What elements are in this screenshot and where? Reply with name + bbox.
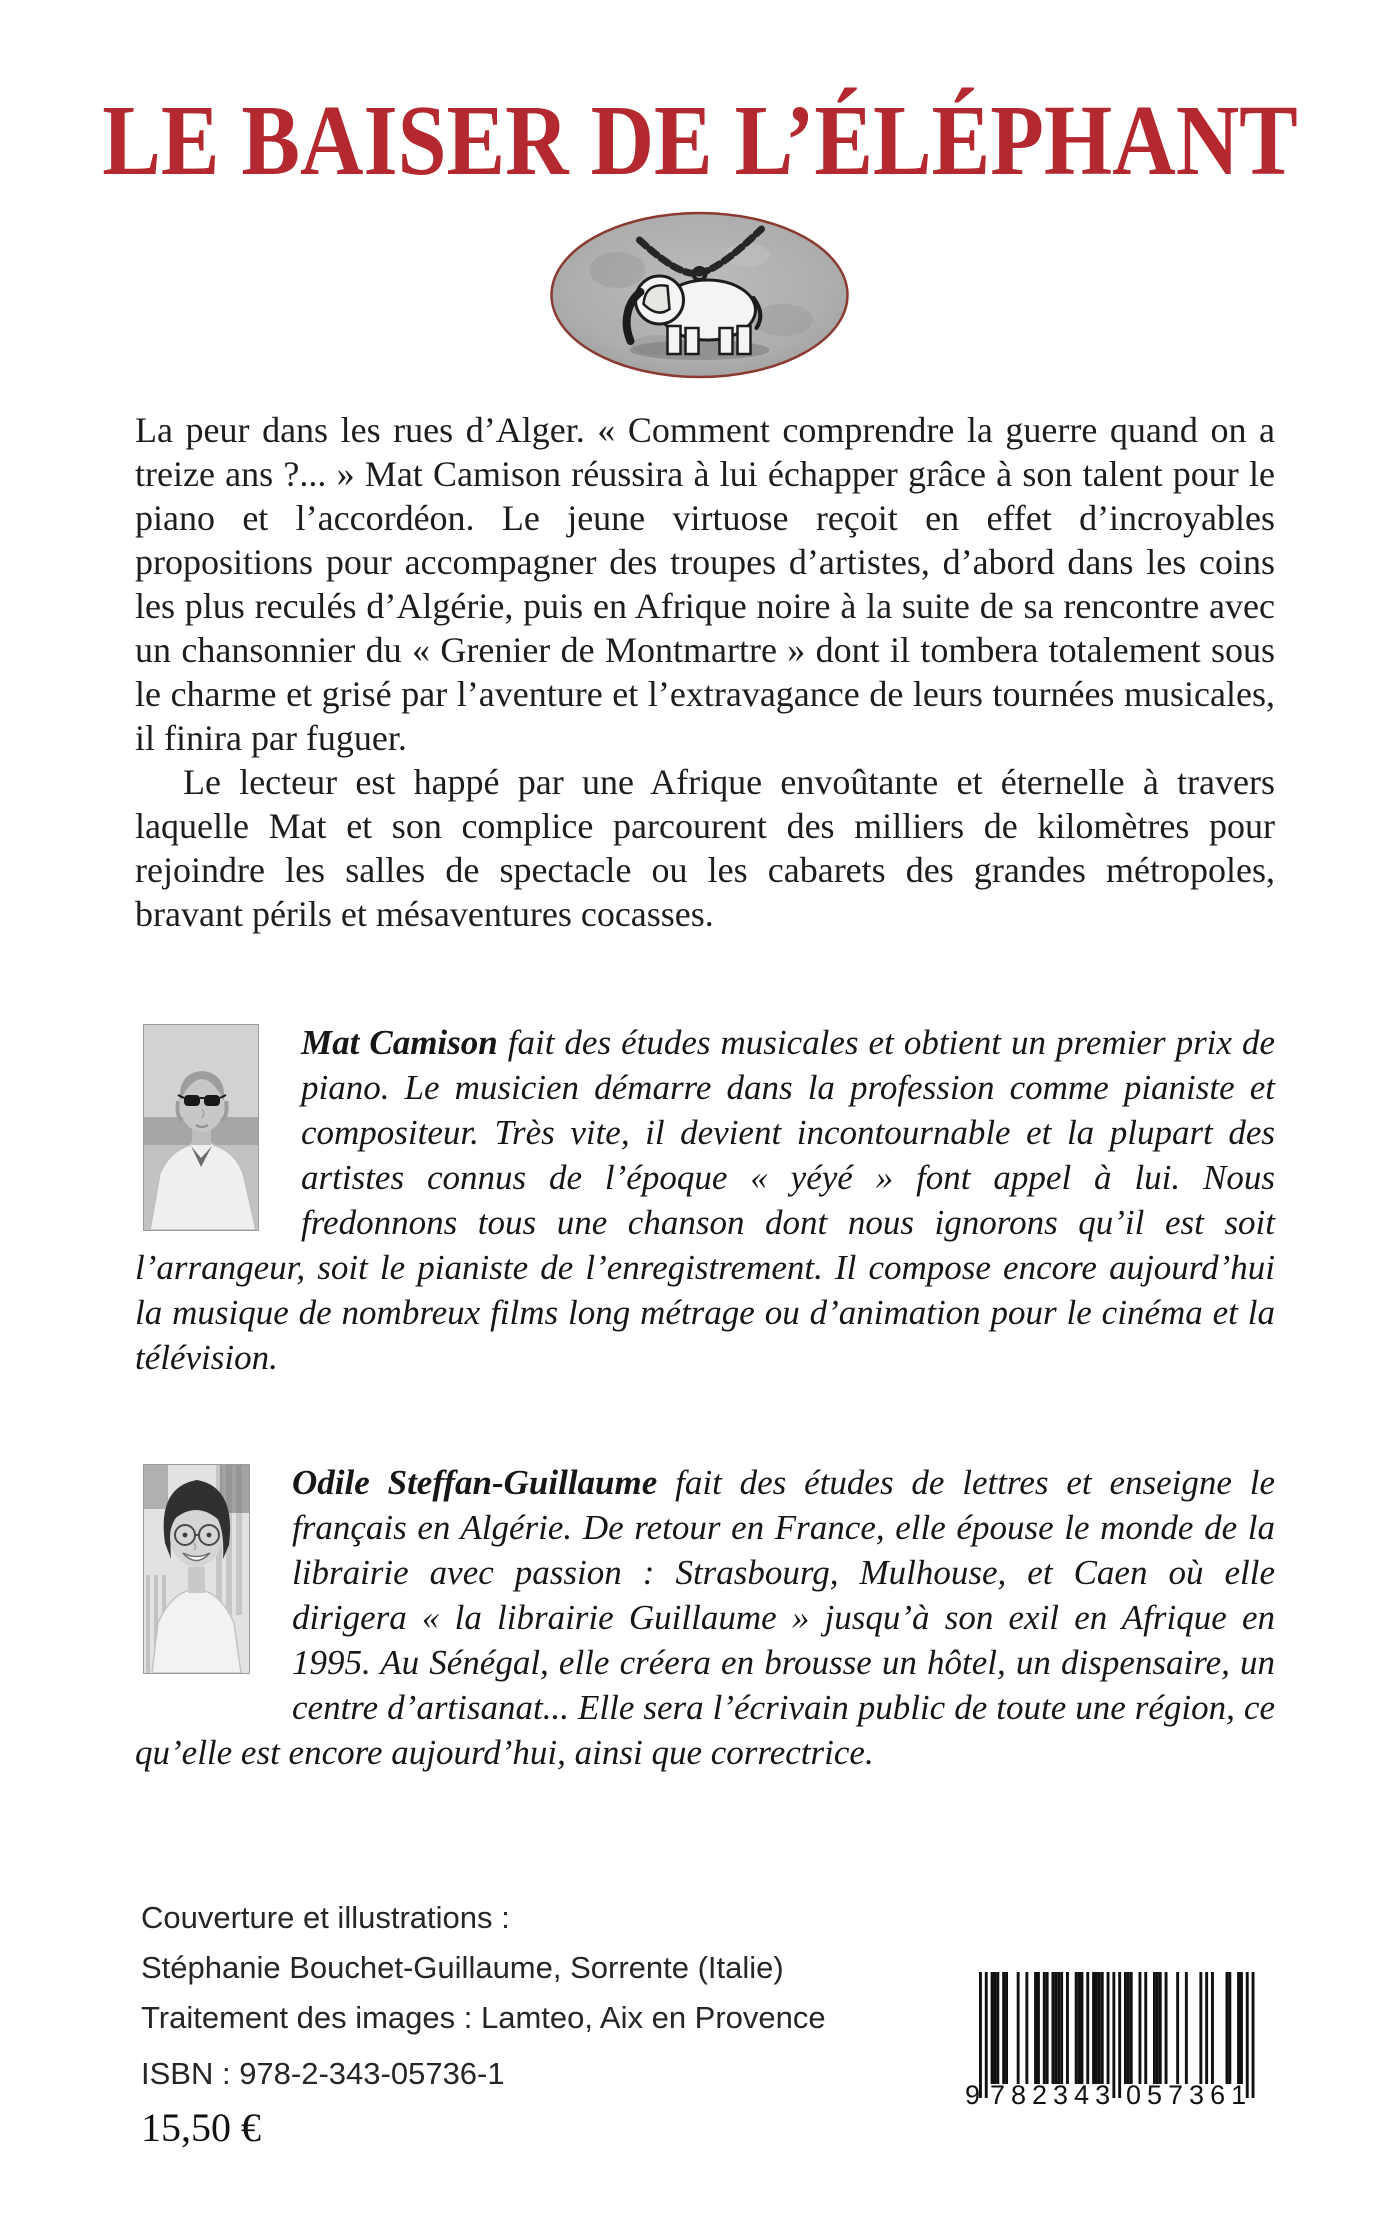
author-name: Mat Camison — [301, 1023, 498, 1062]
woman-portrait-icon — [144, 1465, 249, 1673]
elephant-medallion-illustration — [548, 210, 853, 380]
credits-line: Traitement des images : Lamteo, Aix en Provence — [141, 2000, 826, 2035]
author-photo-mat-camison — [143, 1024, 259, 1231]
credits-line: Stéphanie Bouchet-Guillaume, Sorrente (Italie) — [141, 1950, 784, 1985]
barcode-digit-group: 057361 — [1126, 2080, 1253, 2110]
isbn-label: ISBN : 978-2-343-05736-1 — [141, 2056, 505, 2091]
author-bio-text: fait des études musicales et obtient un premier prix de piano. Le musicien démarre dans la profession comme pianiste et compositeur. Très vite, il devient incontournable et la plupart des artistes connus de l’époque « yéyé » font appel à lui. Nous fredonnons tous une chanson dont nous ignorons qu’il est soit l’arrangeur, soit le pianiste de l’enregistrement. Il compose encore aujourd’hui la musique de nombreux films long métrage ou d’animation pour le cinéma et la télévision. — [135, 1023, 1275, 1377]
synopsis-paragraph-2: Le lecteur est happé par une Afrique envoûtante et éternelle à travers laquelle Mat et son complice parcourent des milliers de kilomètres pour rejoindre les salles de spectacle ou les cabarets des grandes métropoles, bravant périls et mésaventures cocasses. — [135, 762, 1275, 934]
author-bio-text: fait des études de lettres et enseigne le français en Algérie. De retour en France, elle épouse le monde de la librairie avec passion : Strasbourg, Mulhouse, et Caen où elle dirigera « la librairie Guillaume » jusqu’à son exil en Afrique en 1995. Au Sénégal, elle créera en brousse un hôtel, un dispensaire, un centre d’artisanat... Elle sera l’écrivain public de toute une région, ce qu’elle est encore aujourd’hui, ainsi que correctrice. — [135, 1463, 1275, 1772]
credits-block — [141, 1893, 826, 2043]
synopsis — [135, 408, 1275, 936]
author-name: Odile Steffan-Guillaume — [292, 1463, 658, 1502]
author-bio-mat-camison — [135, 1020, 1275, 1380]
barcode-digit-group: 9 — [965, 2080, 981, 2110]
ean13-barcode — [965, 1972, 1257, 2122]
barcode-digits — [965, 2080, 1257, 2114]
barcode-digit-group: 782343 — [990, 2080, 1117, 2110]
elephant-pendant-icon — [548, 210, 853, 380]
author-bio-odile-steffan-guillaume — [135, 1460, 1275, 1775]
man-portrait-icon — [144, 1025, 258, 1230]
price-label: 15,50 € — [141, 2105, 261, 2150]
book-title: LE BAISER DE L’ÉLÉPHANT — [102, 84, 1298, 196]
author-photo-odile — [143, 1464, 250, 1674]
synopsis-paragraph-1: La peur dans les rues d’Alger. « Comment comprendre la guerre quand on a treize ans ?... » Mat Camison réussira à lui échapper grâce à son talent pour le piano et l’accordéon. Le jeune virtuose reçoit en effet d’incroyables propositions pour accompagner des troupes d’artistes, d’abord dans les coins les plus reculés d’Algérie, puis en Afrique noire à la suite de sa rencontre avec un chansonnier du « Grenier de Montmartre » dont il tombera totalement sous le charme et grisé par l’aventure et l’extravagance de leurs tournées musicales, il finira par fuguer. — [135, 410, 1275, 758]
credits-line: Couverture et illustrations : — [141, 1900, 510, 1935]
